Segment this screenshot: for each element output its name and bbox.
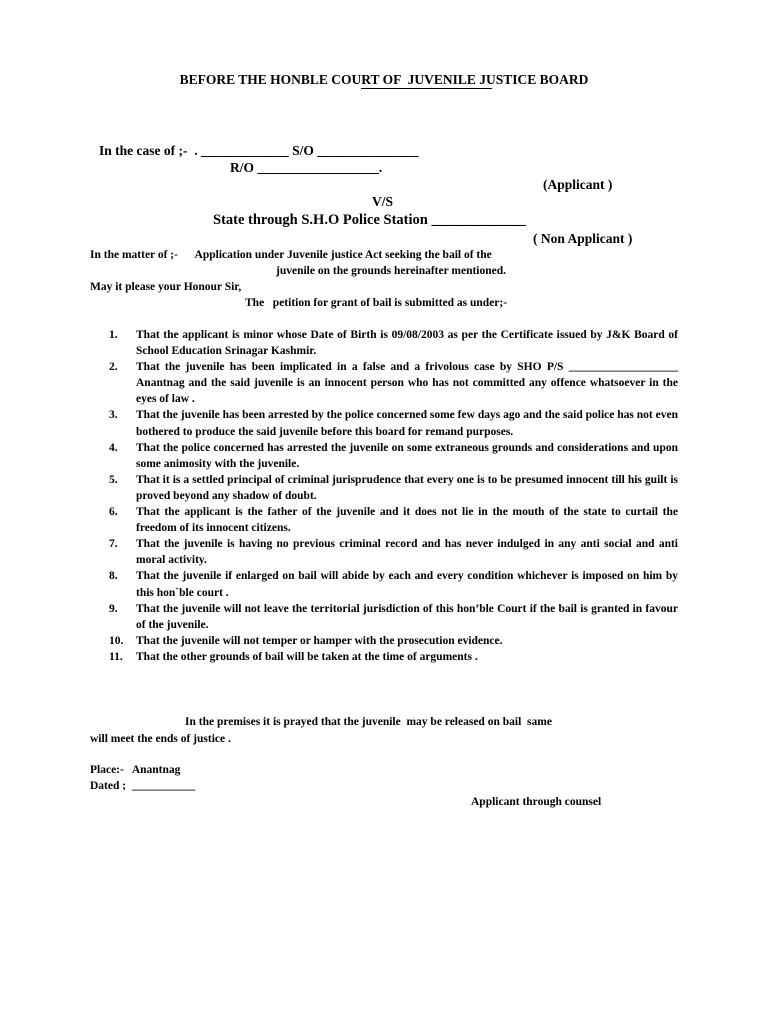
ground-item [90, 440, 678, 472]
ground-item [90, 359, 678, 407]
ground-text: That the juvenile is having no previous criminal record and has never indulged in any anti social and anti moral activity. [136, 538, 678, 567]
ground-item [90, 407, 678, 439]
non-applicant-label: ( Non Applicant ) [533, 231, 633, 246]
ground-number: 2. [109, 361, 118, 374]
ground-number: 7. [109, 538, 118, 551]
matter-line: In the matter of ;- Application under Juvenile justice Act seeking the bail of the [90, 249, 492, 261]
ground-text: That the juvenile if enlarged on bail will abide by each and every condition whichever is imposed on him by this hon`ble court . [136, 570, 678, 599]
place-line: Place:- Anantnag [90, 764, 181, 776]
petition-intro: The petition for grant of bail is submitted as under;- [245, 297, 508, 309]
state-line: State through S.H.O Police Station _____________ [213, 212, 526, 228]
ground-text: That the juvenile has been implicated in a false and a frivolous case by SHO P/S ___________________ Anantnag and the said juvenile is an innocent person who has not committed any offence whatsoever in the eyes of law . [136, 361, 678, 406]
ground-number: 8. [109, 570, 118, 583]
ground-number: 9. [109, 602, 118, 615]
ground-item [90, 649, 678, 665]
ground-text: That it is a settled principal of criminal jurisprudence that every one is to be presumed innocent till his guilt is proved beyond any shadow of doubt. [136, 473, 678, 502]
ground-text: That the juvenile will not temper or hamper with the prosecution evidence. [136, 634, 503, 647]
prayer-paragraph [90, 714, 666, 748]
address-line: May it please your Honour Sir, [90, 281, 242, 293]
ground-text: That the juvenile will not leave the territorial jurisdiction of this hon’ble Court if the bail is granted in favour of the juvenile. [136, 602, 678, 631]
ground-item [90, 601, 678, 633]
ground-number: 11. [109, 650, 123, 663]
ground-number: 1. [109, 329, 118, 341]
matter-line-continued: juvenile on the grounds hereinafter mentioned. [276, 265, 507, 277]
ground-item [90, 568, 678, 600]
ground-text: That the police concerned has arrested the juvenile on some extraneous grounds and considerations and upon some animosity with the juvenile. [136, 441, 678, 470]
heading-underline [361, 88, 492, 89]
ground-number: 5. [109, 473, 118, 486]
counsel-signature: Applicant through counsel [471, 796, 602, 808]
ground-text: That the applicant is the father of the juvenile and it does not lie in the mouth of the state to curtail the freedom of its innocent citizens. [136, 506, 678, 535]
ground-number: 6. [109, 506, 118, 519]
court-heading: BEFORE THE HONBLE COURT OF JUVENILE JUSTICE BOARD [179, 72, 589, 87]
ground-text: That the juvenile has been arrested by the police concerned some few days ago and the said police has not even bothered to produce the said juvenile before this board for remand purposes. [136, 409, 678, 438]
applicant-label: (Applicant ) [543, 177, 613, 192]
ground-item [90, 504, 678, 536]
ground-text: That the other grounds of bail will be taken at the time of arguments . [136, 650, 478, 663]
ground-item [90, 633, 678, 649]
dated-line: Dated ; ___________ [90, 780, 196, 792]
ground-item [90, 472, 678, 504]
ground-number: 3. [109, 409, 118, 422]
prayer-line: In the premises it is prayed that the juvenile may be released on bail same [185, 716, 552, 728]
ground-number: 4. [109, 441, 118, 454]
case-line: In the case of ;- . _____________ S/O _______________ [99, 143, 419, 158]
ground-text: That the applicant is minor whose Date of Birth is 09/08/2003 as per the Certificate issued by J&K Board of School Education Srinagar Kashmir. [136, 329, 678, 358]
prayer-line-continued: will meet the ends of justice . [90, 733, 231, 745]
ground-number: 10. [109, 634, 124, 647]
ground-item [90, 536, 678, 568]
versus-label: V/S [372, 194, 394, 209]
residence-line: R/O __________________. [230, 160, 383, 175]
grounds-list [90, 327, 678, 665]
ground-item [90, 327, 678, 359]
